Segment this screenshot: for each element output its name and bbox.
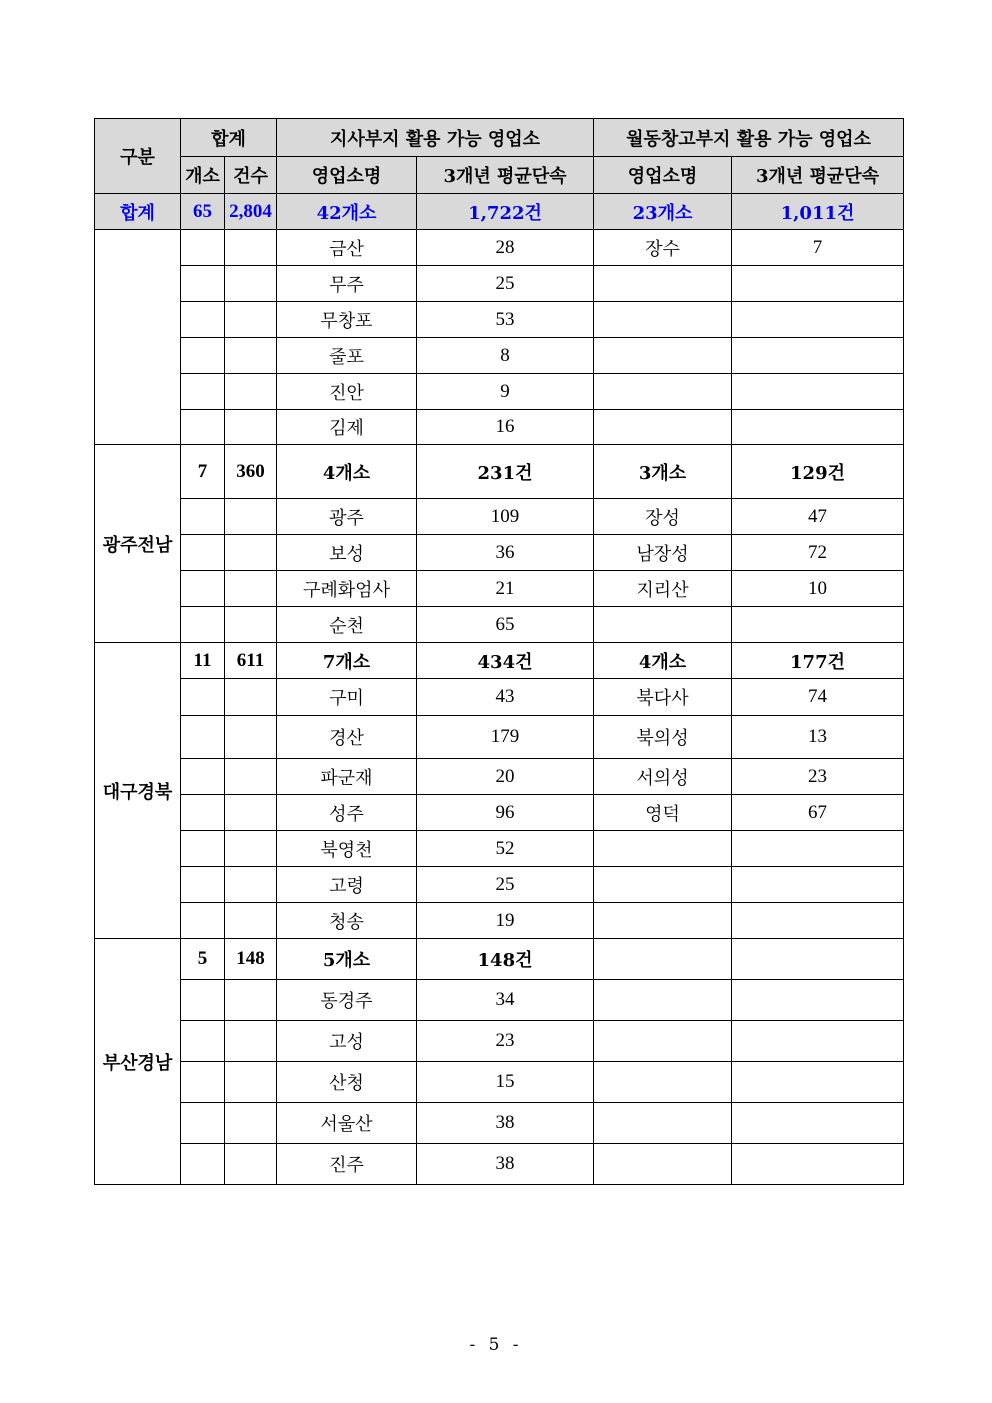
depot-cases: 129건 [732,445,904,499]
header-depot-group: 월동창고부지 활용 가능 영업소 [594,119,904,157]
header-branch-avg: 3개년 평균단속 [417,157,594,194]
total-branch-cases: 1,722건 [417,194,594,230]
total-branch-count: 42개소 [277,194,417,230]
branch-value: 15 [417,1062,594,1103]
depot-name: 지리산 [594,571,732,607]
branch-name: 청송 [277,903,417,939]
depot-name [594,410,732,445]
table-row [95,410,904,445]
branch-value: 28 [417,230,594,266]
depot-value: 47 [732,499,904,535]
branch-name: 줄포 [277,338,417,374]
depot-value: 67 [732,795,904,831]
branch-value: 25 [417,867,594,903]
branch-name: 보성 [277,535,417,571]
depot-name [594,607,732,643]
depot-value [732,1144,904,1185]
depot-value [732,410,904,445]
depot-name [594,338,732,374]
depot-name: 영덕 [594,795,732,831]
branch-name: 무창포 [277,302,417,338]
depot-value [732,1021,904,1062]
table-row [95,374,904,410]
branch-value: 23 [417,1021,594,1062]
table-row [95,1021,904,1062]
branch-value: 20 [417,759,594,795]
depot-cases [732,939,904,980]
branch-value: 65 [417,607,594,643]
table-row [95,1103,904,1144]
table-row [95,535,904,571]
header-total: 합계 [181,119,277,157]
table-row [95,571,904,607]
table-row [95,230,904,266]
depot-value: 74 [732,679,904,716]
region-label: 대구경북 [95,643,181,939]
branch-cases: 148건 [417,939,594,980]
total-row [95,194,904,230]
depot-count: 4개소 [594,643,732,679]
depot-name [594,867,732,903]
region-count: 5 [181,939,225,980]
branch-name: 구례화엄사 [277,571,417,607]
depot-value [732,867,904,903]
table-row [95,607,904,643]
region-label: 부산경남 [95,939,181,1185]
depot-name [594,374,732,410]
branch-name: 광주 [277,499,417,535]
header-count: 개소 [181,157,225,194]
table-row [95,831,904,867]
total-depot-count: 23개소 [594,194,732,230]
total-cases: 2,804 [225,194,277,230]
branch-name: 김제 [277,410,417,445]
header-row-2 [95,157,904,194]
branch-value: 8 [417,338,594,374]
depot-value: 13 [732,716,904,759]
region-cell-continued [95,230,181,445]
branch-value: 25 [417,266,594,302]
branch-value: 38 [417,1144,594,1185]
branch-value: 16 [417,410,594,445]
depot-cases: 177건 [732,643,904,679]
branch-name: 고령 [277,867,417,903]
region-cases: 148 [225,939,277,980]
table-row [95,1144,904,1185]
depot-value [732,1103,904,1144]
depot-name: 장수 [594,230,732,266]
branch-value: 9 [417,374,594,410]
branch-name: 성주 [277,795,417,831]
region-cases: 360 [225,445,277,499]
depot-name: 남장성 [594,535,732,571]
region-count: 7 [181,445,225,499]
branch-value: 109 [417,499,594,535]
branch-name: 무주 [277,266,417,302]
depot-name: 서의성 [594,759,732,795]
header-branch-group: 지사부지 활용 가능 영업소 [277,119,594,157]
page-number: - 5 - [469,1335,523,1355]
total-label: 합계 [95,194,181,230]
branch-value: 52 [417,831,594,867]
region-summary-row [95,445,904,499]
branch-name: 진주 [277,1144,417,1185]
header-gubun: 구분 [95,119,181,194]
branch-name: 고성 [277,1021,417,1062]
depot-value [732,338,904,374]
depot-value [732,980,904,1021]
branch-name: 산청 [277,1062,417,1103]
region-cases: 611 [225,643,277,679]
header-depot-avg: 3개년 평균단속 [732,157,904,194]
table-row [95,266,904,302]
depot-name [594,1021,732,1062]
branch-count: 5개소 [277,939,417,980]
table-row [95,716,904,759]
branch-value: 53 [417,302,594,338]
branch-name: 동경주 [277,980,417,1021]
header-row-1 [95,119,904,157]
depot-name: 북다사 [594,679,732,716]
table-row [95,867,904,903]
depot-name [594,266,732,302]
depot-value [732,1062,904,1103]
region-count: 11 [181,643,225,679]
depot-value: 10 [732,571,904,607]
depot-name [594,1062,732,1103]
branch-name: 순천 [277,607,417,643]
table-row [95,795,904,831]
table-row [95,499,904,535]
branch-name: 경산 [277,716,417,759]
depot-value: 7 [732,230,904,266]
depot-value [732,607,904,643]
depot-value [732,374,904,410]
depot-value [732,903,904,939]
total-depot-cases: 1,011건 [732,194,904,230]
depot-name [594,302,732,338]
branch-cases: 434건 [417,643,594,679]
depot-value [732,266,904,302]
region-label: 광주전남 [95,445,181,643]
region-summary-row [95,643,904,679]
branch-value: 19 [417,903,594,939]
header-branch-name: 영업소명 [277,157,417,194]
depot-name [594,1103,732,1144]
branch-count: 4개소 [277,445,417,499]
total-count: 65 [181,194,225,230]
depot-name [594,1144,732,1185]
branch-count: 7개소 [277,643,417,679]
branch-name: 진안 [277,374,417,410]
table-row [95,1062,904,1103]
branch-value: 38 [417,1103,594,1144]
branch-value: 179 [417,716,594,759]
depot-value: 72 [732,535,904,571]
branch-value: 36 [417,535,594,571]
depot-count [594,939,732,980]
depot-name: 북의성 [594,716,732,759]
branch-value: 34 [417,980,594,1021]
depot-value: 23 [732,759,904,795]
depot-name [594,980,732,1021]
depot-value [732,831,904,867]
region-summary-row [95,939,904,980]
depot-name: 장성 [594,499,732,535]
branch-value: 96 [417,795,594,831]
table-row [95,980,904,1021]
table-row [95,679,904,716]
table-row [95,338,904,374]
header-cases: 건수 [225,157,277,194]
table-row [95,903,904,939]
branch-name: 북영천 [277,831,417,867]
branch-name: 서울산 [277,1103,417,1144]
branch-cases: 231건 [417,445,594,499]
header-depot-name: 영업소명 [594,157,732,194]
depot-count: 3개소 [594,445,732,499]
branch-value: 21 [417,571,594,607]
table-row [95,302,904,338]
depot-value [732,302,904,338]
branch-name: 금산 [277,230,417,266]
branch-name: 구미 [277,679,417,716]
depot-name [594,903,732,939]
depot-name [594,831,732,867]
branch-name: 파군재 [277,759,417,795]
branch-value: 43 [417,679,594,716]
enforcement-table [94,118,904,1185]
table-row [95,759,904,795]
